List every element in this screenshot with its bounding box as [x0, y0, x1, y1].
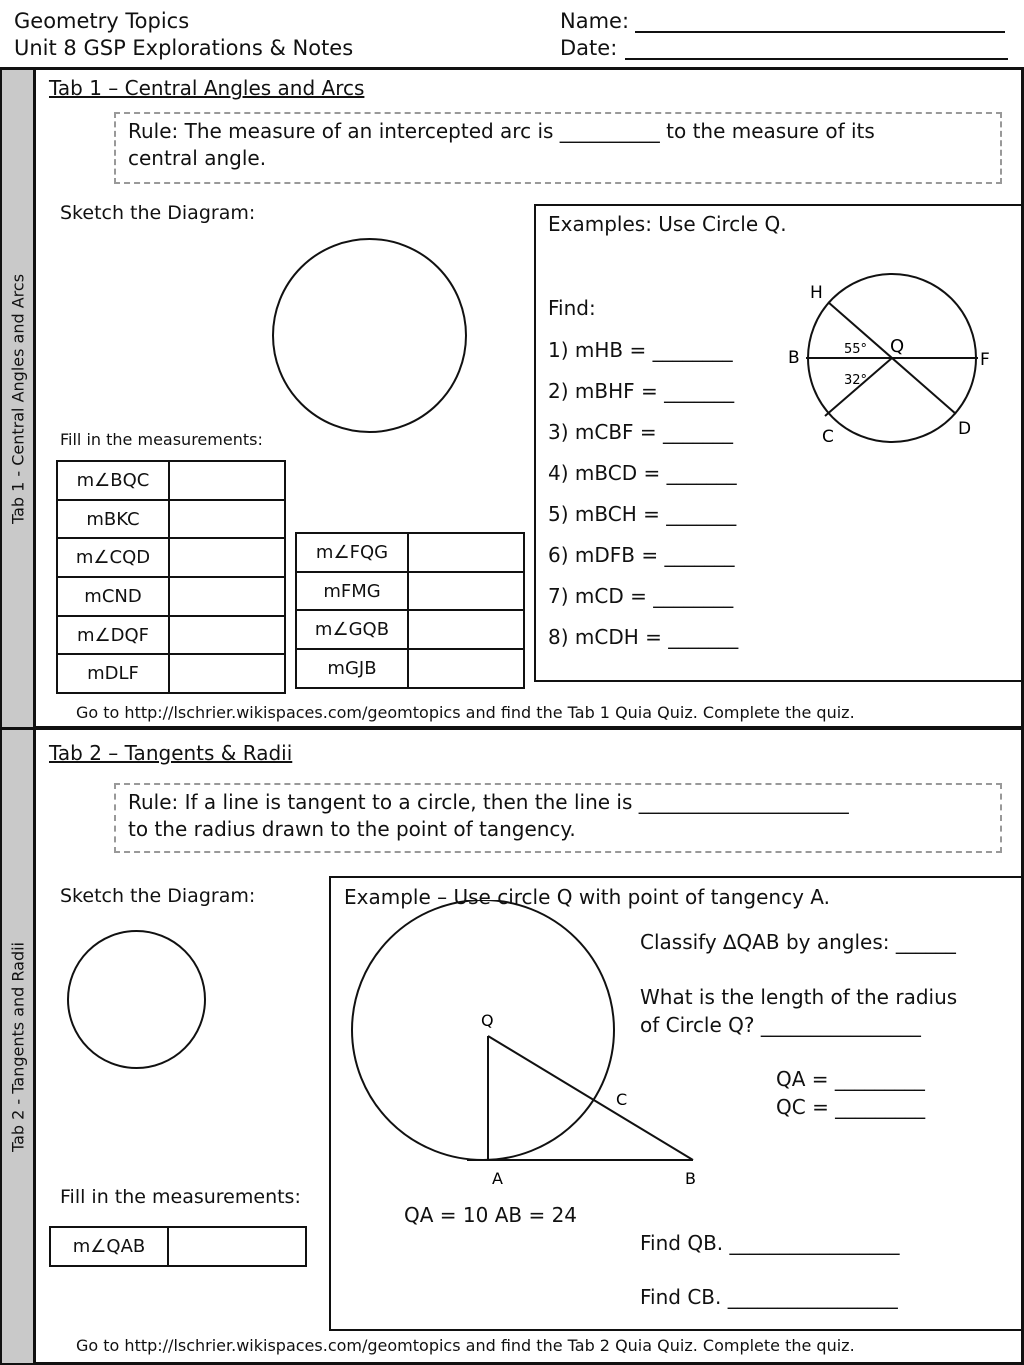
table-row — [57, 654, 285, 693]
date-label: Date: — [560, 36, 618, 60]
measure-answer-cell[interactable] — [169, 616, 285, 655]
measure-answer-cell[interactable] — [408, 533, 524, 572]
label-b: B — [685, 1169, 696, 1188]
label-b: B — [788, 348, 800, 368]
label-d: D — [958, 419, 972, 439]
table-row — [296, 572, 524, 611]
table-row — [57, 538, 285, 577]
question-2: 2) mBHF = _______ — [548, 379, 735, 403]
circle-q-diagram — [780, 270, 1010, 450]
tab1-title: Tab 1 – Central Angles and Arcs — [49, 76, 365, 100]
measure-answer-cell[interactable] — [169, 500, 285, 539]
tangent-diagram — [345, 900, 725, 1200]
label-c: C — [822, 427, 834, 447]
label-a: A — [492, 1169, 503, 1188]
tab2-fill-label: Fill in the measurements: — [60, 1186, 301, 1208]
measure-label: m∠FQG — [296, 533, 408, 572]
angle-55-label: 55° — [844, 342, 868, 357]
question-3: 3) mCBF = _______ — [548, 420, 734, 444]
label-h: H — [810, 283, 823, 303]
radius-question-line1: What is the length of the radius — [640, 985, 958, 1009]
measure-label: mGJB — [296, 649, 408, 688]
table-row — [57, 461, 285, 500]
measure-label: mBKC — [57, 500, 169, 539]
find-cb: Find CB. _________________ — [640, 1285, 898, 1309]
tab2-sidebar-label: Tab 2 - Tangents and Radii — [8, 941, 27, 1152]
tab1-sidebar — [2, 70, 36, 727]
table-row — [57, 616, 285, 655]
measure-label: m∠QAB — [50, 1227, 168, 1266]
qc-blank: QC = _________ — [776, 1095, 926, 1119]
tab2-sketch-label: Sketch the Diagram: — [60, 885, 256, 907]
table-row — [296, 533, 524, 572]
measure-answer-cell[interactable] — [169, 461, 285, 500]
course-title: Geometry Topics — [14, 9, 190, 33]
tab2-rule-box — [114, 783, 1002, 853]
qa-blank: QA = _________ — [776, 1067, 925, 1091]
measure-label: mDLF — [57, 654, 169, 693]
tab1-find-label: Find: — [548, 296, 596, 320]
measure-answer-cell[interactable] — [408, 649, 524, 688]
measure-answer-cell[interactable] — [408, 572, 524, 611]
table-row — [57, 577, 285, 616]
name-label: Name: — [560, 9, 630, 33]
tab2-footer: Go to http://lschrier.wikispaces.com/geomtopics and find the Tab 2 Quia Quiz. Complete the quiz. — [76, 1336, 855, 1355]
tab1-rule-box — [114, 112, 1002, 184]
table-row — [57, 500, 285, 539]
table-row — [50, 1227, 306, 1266]
tab1-table-b — [295, 532, 525, 689]
tab1-examples-title: Examples: Use Circle Q. — [548, 212, 787, 236]
label-c: C — [616, 1090, 628, 1109]
tab1-table-a — [56, 460, 286, 694]
tab2-sidebar — [2, 730, 36, 1363]
label-q: Q — [890, 336, 905, 357]
tab1-fill-label: Fill in the measurements: — [60, 430, 263, 449]
measure-label: m∠CQD — [57, 538, 169, 577]
circle-q — [352, 900, 614, 1160]
angle-32-label: 32° — [844, 373, 868, 388]
date-blank[interactable] — [625, 58, 1008, 60]
tab1-sidebar-label: Tab 1 - Central Angles and Arcs — [8, 273, 27, 524]
measure-answer-cell[interactable] — [168, 1227, 306, 1266]
table-row — [296, 610, 524, 649]
tab2-title: Tab 2 – Tangents & Radii — [49, 741, 293, 765]
table-row — [296, 649, 524, 688]
tab2-rule-line1: Rule: If a line is tangent to a circle, then the line is _____________________ — [128, 790, 849, 814]
tab1-rule-line1: Rule: The measure of an intercepted arc is __________ to the measure of its — [128, 119, 875, 143]
tab1-footer: Go to http://lschrier.wikispaces.com/geomtopics and find the Tab 1 Quia Quiz. Complete the quiz. — [76, 703, 855, 722]
tab2-sketch-circle — [67, 930, 206, 1069]
given-values: QA = 10 AB = 24 — [404, 1203, 578, 1227]
measure-answer-cell[interactable] — [169, 654, 285, 693]
find-qb: Find QB. _________________ — [640, 1231, 900, 1255]
measure-answer-cell[interactable] — [408, 610, 524, 649]
tab1-sketch-label: Sketch the Diagram: — [60, 202, 256, 224]
measure-answer-cell[interactable] — [169, 538, 285, 577]
unit-title: Unit 8 GSP Explorations & Notes — [14, 36, 354, 60]
tab2-table — [49, 1226, 307, 1267]
measure-label: m∠DQF — [57, 616, 169, 655]
question-8: 8) mCDH = _______ — [548, 625, 739, 649]
name-blank[interactable] — [635, 31, 1005, 33]
question-7: 7) mCD = ________ — [548, 584, 734, 608]
measure-label: m∠GQB — [296, 610, 408, 649]
measure-answer-cell[interactable] — [169, 577, 285, 616]
measure-label: mFMG — [296, 572, 408, 611]
question-5: 5) mBCH = _______ — [548, 502, 737, 526]
radius-question-line2: of Circle Q? ________________ — [640, 1013, 921, 1037]
question-1: 1) mHB = ________ — [548, 338, 733, 362]
question-6: 6) mDFB = _______ — [548, 543, 735, 567]
tab2-example-title: Example – Use circle Q with point of tangency A. — [344, 885, 830, 909]
tab1-sketch-circle — [272, 238, 467, 433]
measure-label: mCND — [57, 577, 169, 616]
segment-qb — [488, 1036, 693, 1160]
measure-label: m∠BQC — [57, 461, 169, 500]
question-4: 4) mBCD = _______ — [548, 461, 737, 485]
classify-question: Classify ∆QAB by angles: ______ — [640, 930, 956, 954]
label-q: Q — [481, 1011, 494, 1030]
label-f: F — [980, 350, 990, 370]
tab2-rule-line2: to the radius drawn to the point of tangency. — [128, 817, 576, 841]
tab1-rule-line2: central angle. — [128, 146, 267, 170]
